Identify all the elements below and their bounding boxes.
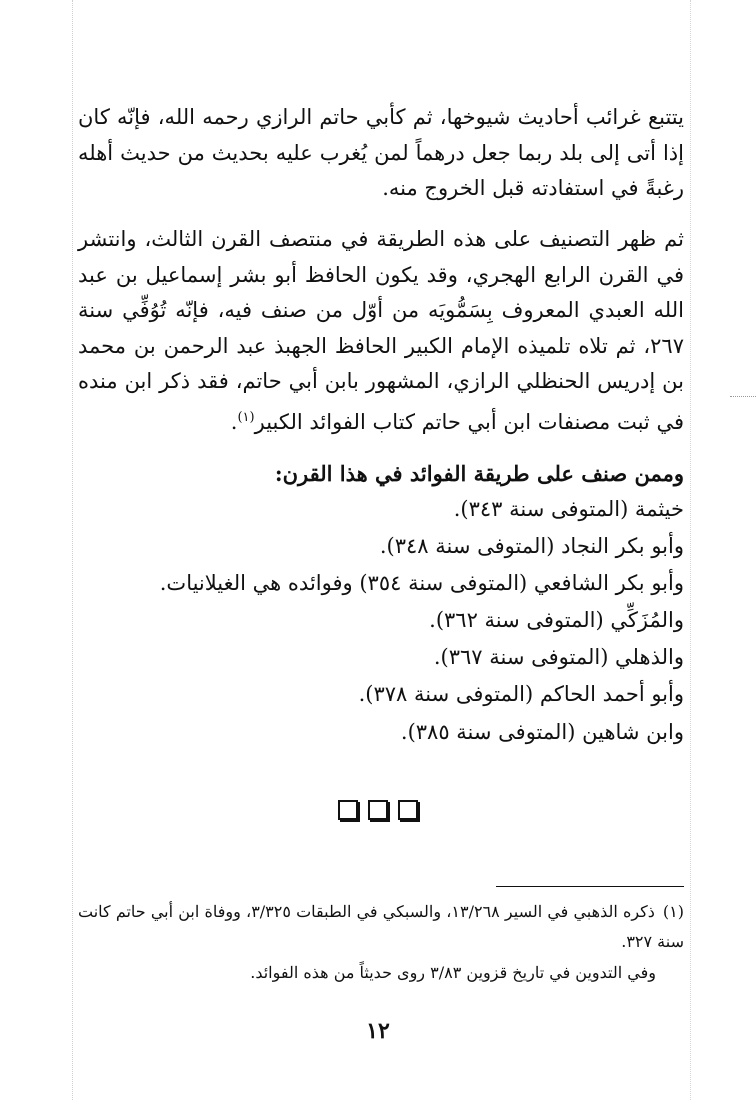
page-number: ١٢ [366,1018,390,1044]
scan-margin-right [690,0,691,1100]
footnote-reference[interactable]: (١) [237,409,255,425]
ornament-square-icon [368,800,388,820]
list-item-4: والمُزَكِّي (المتوفى سنة ٣٦٢). [429,608,684,632]
footnote-separator [496,886,684,887]
ornament-square-icon [398,800,418,820]
footnote-2: وفي التدوين في تاريخ قزوين ٣/٨٣ روى حديثاً من هذه الفوائد. [250,963,656,982]
scan-margin-left [72,0,73,1100]
footnote-1-text: ذكره الذهبي في السير ١٣/٢٦٨، والسبكي في الطبقات ٣/٣٢٥، ووفاة ابن أبي حاتم كانت سنة ٣٢٧. [78,902,684,951]
list-item-1: خيثمة (المتوفى سنة ٣٤٣). [453,497,684,521]
paragraph-2: ثم ظهر التصنيف على هذه الطريقة في منتصف القرن الثالث، وانتشر في القرن الرابع الهجري، وقد يكون الحافظ أبو بشر إسماعيل بن عبد الله العبدي المعروف بِسَمُّويَه من أوّل من صنف فيه، فإنّه تُوُفِّي سنة ٢٦٧، ثم تلاه تلميذه الإمام الكبير الحافظ الجهبذ عبد الرحمن بن محمد بن إدريس الحنظلي الرازي، المشهور بابن أبي حاتم، فقد ذكر ابن منده في ثبت مصنفات ابن أبي حاتم كتاب الفوائد الكبير$^{(١)}$. [78,227,684,434]
section-divider-ornament [0,800,756,820]
paragraph-2-text: ثم ظهر التصنيف على هذه الطريقة في منتصف القرن الثالث، وانتشر في القرن الرابع الهجري، وقد يكون الحافظ أبو بشر إسماعيل بن عبد الله العبدي المعروف بِسَمُّويَه من أوّل من صنف فيه، فإنّه تُوُفِّي سنة ٢٦٧، ثم تلاه تلميذه الإمام الكبير الحافظ الجهبذ عبد الرحمن بن محمد بن إدريس الحنظلي الرازي، المشهور بابن أبي حاتم، فقد ذكر ابن منده في ثبت مصنفات ابن أبي حاتم كتاب الفوائد الكبير [78,227,684,434]
list-item-6: وأبو أحمد الحاكم (المتوفى سنة ٣٧٨). [358,682,684,706]
list-item-2: وأبو بكر النجاد (المتوفى سنة ٣٤٨). [379,534,684,558]
list-item-3: وأبو بكر الشافعي (المتوفى سنة ٣٥٤) وفوائده هي الغيلانيات. [159,571,684,595]
footnote-1-number: (١) [662,902,685,921]
ornament-square-icon [338,800,358,820]
list-heading: وممن صنف على طريقة الفوائد في هذا القرن: [274,461,684,486]
scan-edge-mark [730,396,756,397]
paragraph-1: يتتبع غرائب أحاديث شيوخها، ثم كأبي حاتم الرازي رحمه الله، فإنّه كان إذا أتى إلى بلد ربما جعل درهماً لمن يُغرب عليه بحديث من حديث أهله رغبةً في استفادته قبل الخروج منه. [78,105,684,200]
footnote-1 [78,897,684,957]
list-item-5: والذهلي (المتوفى سنة ٣٦٧). [433,645,684,669]
list-item-7: وابن شاهين (المتوفى سنة ٣٨٥). [400,720,684,744]
